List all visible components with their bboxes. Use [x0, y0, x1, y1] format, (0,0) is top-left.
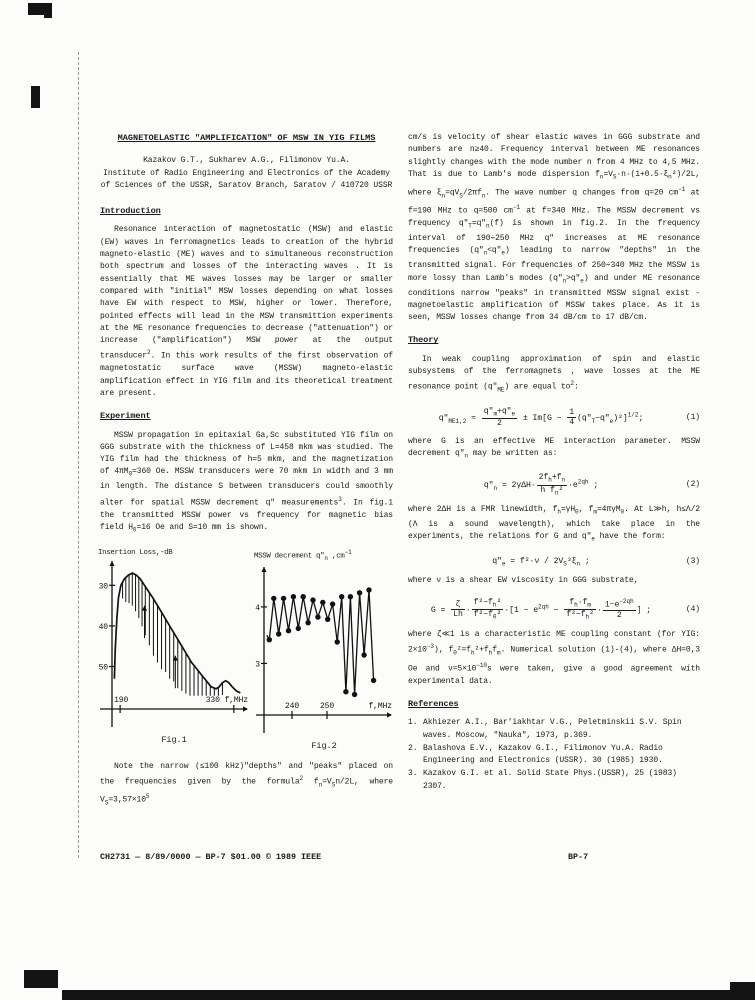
introduction-heading: Introduction	[100, 206, 161, 217]
svg-text:4: 4	[255, 603, 260, 613]
footer-copyright: CH2731 — 8/89/0000 — BP-7 $01.00 © 1989 IEEE	[100, 852, 322, 862]
equation-4-number: (4)	[685, 604, 700, 614]
equation-2	[408, 473, 700, 497]
equation-3-body: $q''_e = f^2\cdot\nu / 2V_S^3\xi_n$ ;	[492, 556, 590, 568]
scan-edge-bar	[62, 990, 742, 1000]
theory-intro-paragraph: In weak coupling approximation of spin and elastic subsystems of the ferromagnets , wave losses at the ME resonance point $(q''_{ME})$ are equal $to^2$:	[408, 354, 700, 394]
theory-paragraph-after-eq2: where 2ΔH is a FMR linewidth, $f_h=\gamma H_0$, $f_m=4\pi\gamma M_0$. At L≫h, h≤Λ/2 (Λ is a sound wavelength), which take place in the experiments, the relations for G and $q''_e$ have the form:	[408, 505, 700, 543]
references-heading: References	[408, 698, 459, 709]
reference-text: Balashova E.V., Kazakov G.I., Filimonov Yu.A. Radio Engineering and Electronics (USSR). 30 (1985) 1930.	[423, 743, 663, 766]
experiment-heading: Experiment	[100, 411, 151, 422]
experiment-paragraph: MSSW propagation in epitaxial Ga,Sc substituted YIG film on GGG substrate with the thickness of L=458 mkm was studied. The YIG film had the thickness of h=5 mkm, and the magnetization of $4\pi M_0=360$ Oe. MSSW transducers were 70 mkm in width and 3 mm in length. The distance S between transducers could smoothly alter for spatial MSSW decrement q″ measurements$^3$. In fig.1 the transmitted MSSW power vs frequency for magnetic bias field $H_0=16$ Oe and S=10 mm is shown.	[100, 430, 394, 534]
equation-4	[408, 598, 700, 622]
fig2-axis-label: MSSW decrement $q''_n$ $,cm^{-1}$	[254, 548, 352, 562]
fig2-chart	[254, 565, 394, 738]
scan-artifact	[730, 982, 755, 1000]
author-names: Kazakov G.T., Sukharev A.G., Filimonov Yu.A.	[143, 156, 350, 166]
figure-1	[98, 547, 250, 753]
scan-fold-dashed-line	[78, 52, 79, 858]
scan-artifact	[44, 12, 52, 18]
reference-number: 3.	[408, 769, 418, 779]
theory-heading: Theory	[408, 335, 439, 346]
svg-text:40: 40	[98, 623, 108, 633]
reference-text: Kazakov G.I. et al. Solid State Phys.(USSR), 25 (1983) 2307.	[423, 769, 677, 791]
svg-text:250: 250	[319, 702, 335, 712]
equation-3-number: (3)	[685, 557, 700, 567]
fig1-caption: Fig.1	[161, 735, 187, 746]
continuation-paragraph: cm/s is velocity of shear elastic waves in GGG substrate and numbers are n≥40. Frequency interval between ME resonances slightly changes with the mode number n from 4 MHz to 4,5 MHz. That is due to Lamb's mode dispersion $f_n=V_S\cdot n\cdot(1+0.5\cdot\xi_n^2)/2L$, where $\xi_n=qV_S/2\pi f_n$. The wave number q changes from q=20 $cm^{-1}$ at f=190 MHz to q=500 $cm^{-1}$ at f=340 MHz. The MSSW decrement vs frequency $q''_T=q''_n(f)$ is shown in fig.2. In the frequency interval of 190÷250 MHz q″ increases at ME resonance frequencies $(q''_n<q''_e)$ leading to narrow "depths" in the transmitted signal. For frequencies of 250÷340 MHz the MSSW is more lossy than Lamb's modes $(q''_n>q''_e)$ and under ME resonance conditions narrow "peaks" in transmitted MSSW signal exist - magnetoelastic amplification of MSSW takes place. As it is seen, MSSW losses change from 34 dB/cm to 17 dB/cm.	[408, 133, 701, 323]
svg-text:f,MHz: f,MHz	[368, 702, 392, 712]
reference-number: 1.	[408, 718, 418, 728]
reference-item	[408, 743, 700, 768]
fig1-axis-label: Insertion Loss,-dB	[98, 548, 173, 557]
svg-text:190: 190	[114, 696, 129, 706]
equation-1-body: $q''_{ME1,2}$ ≈ $\frac{q''_m+q''_e}{2}$ ± Im[G − $\frac{1}{4}$ $(q''_T-q''_e)^2]^{1/2}$;	[438, 406, 644, 429]
reference-text: Akhiezer A.I., Bar'iakhtar V.G., Peletminskii S.V. Spin waves. Moscow, "Nauka", 1973, p.369.	[423, 718, 682, 740]
equation-1-number: (1)	[685, 412, 700, 422]
introduction-paragraph: Resonance interaction of magnetostatic (MSW) and elastic (EW) waves in ferromagnetics leads to creation of the hybrid magneto-elastic (ME) waves and to simultaneous reconstruction both spectrum and losses of the interacting waves . It is essentially that ME waves losses may be larger or smaller compared with "initial" MSW losses depending on what losses have EW with respect to MSW, higher or lower. Therefore, pointed effects will lead in the MSW transmittion experiments at the ME resonance frequencies to decrease ("attenuation") or increase ("amplification") MSW power at the output transducer$^2$. In this work results of the first observation of magnetostatic surface wave (MSSW) magneto-elastic amplification effect in YIG film and its theoretical treatment are present.	[100, 225, 393, 398]
reference-item	[408, 768, 700, 793]
equation-2-number: (2)	[685, 479, 700, 489]
equation-4-body: G = $\frac{\zeta}{Lh}$ · $\frac{f^2-f_h^2}{f^2-f_0^2}$ $\cdot[1 - e^{2qh}$ − $\frac{f_h\cdot f_m}{f^2-f_h^2}$ · $\frac{1-e^{-2qh}}{2}$ ] ;	[430, 597, 652, 621]
theory-paragraph-after-eq3: where ν is a shear EW viscosity in GGG substrate,	[408, 576, 639, 586]
fig1-chart	[98, 559, 250, 732]
svg-text:330 f,MHz: 330 f,MHz	[205, 696, 248, 706]
svg-text:3: 3	[255, 660, 260, 670]
equation-1	[408, 407, 700, 429]
figures-row	[98, 547, 393, 753]
reference-number: 2.	[408, 743, 418, 753]
scan-artifact	[24, 970, 58, 988]
figure-2	[254, 547, 394, 753]
scan-artifact	[31, 86, 40, 108]
authors-block	[100, 155, 393, 192]
affiliation-line-2: of Sciences of the USSR, Saratov Branch, Saratov / 410720 USSR	[100, 180, 393, 190]
svg-text:50: 50	[98, 663, 108, 673]
fig2-caption: Fig.2	[311, 741, 337, 752]
svg-text:240: 240	[284, 702, 300, 712]
paper-title: MAGNETOELASTIC "AMPLIFICATION" OF MSW IN YIG FILMS	[117, 133, 376, 143]
equation-3	[408, 556, 700, 568]
footer-page-code: BP-7	[568, 852, 589, 862]
theory-paragraph-after-eq1: where G is an effective ME interaction parameter. MSSW decrement $q''_n$ may be written as:	[408, 436, 700, 460]
svg-text:30: 30	[98, 582, 108, 592]
right-column	[408, 132, 700, 794]
left-column	[100, 132, 393, 820]
reference-item	[408, 717, 700, 742]
affiliation-line-1: Institute of Radio Engineering and Electronics of the Academy	[103, 168, 390, 178]
theory-paragraph-after-eq4: where ζ≪1 is a characteristic ME coupling constant (for YIG: $2\times 10^{-3}$), $f_0^2=f_h^2+f_hf_m$. Numerical solution (1)-(4), where ΔH=0,3 Oe and $\nu=5\times 10^{-10}s$ were taken, give a good agreement with experimental data.	[408, 629, 700, 686]
equation-2-body: $q''_n = 2\gamma\Delta H\cdot$ $\frac{2f_h+f_n}{h f_n^2}$ $\cdot e^{2qh}$ ;	[483, 473, 599, 497]
figure-note: Note the narrow (≤100 kHz)"depths" and "peaks" placed on the frequencies given by the formula$^2$ $f_n=V_Sn/2L$, where $V_S=3,57\times 10^5$	[100, 761, 394, 807]
